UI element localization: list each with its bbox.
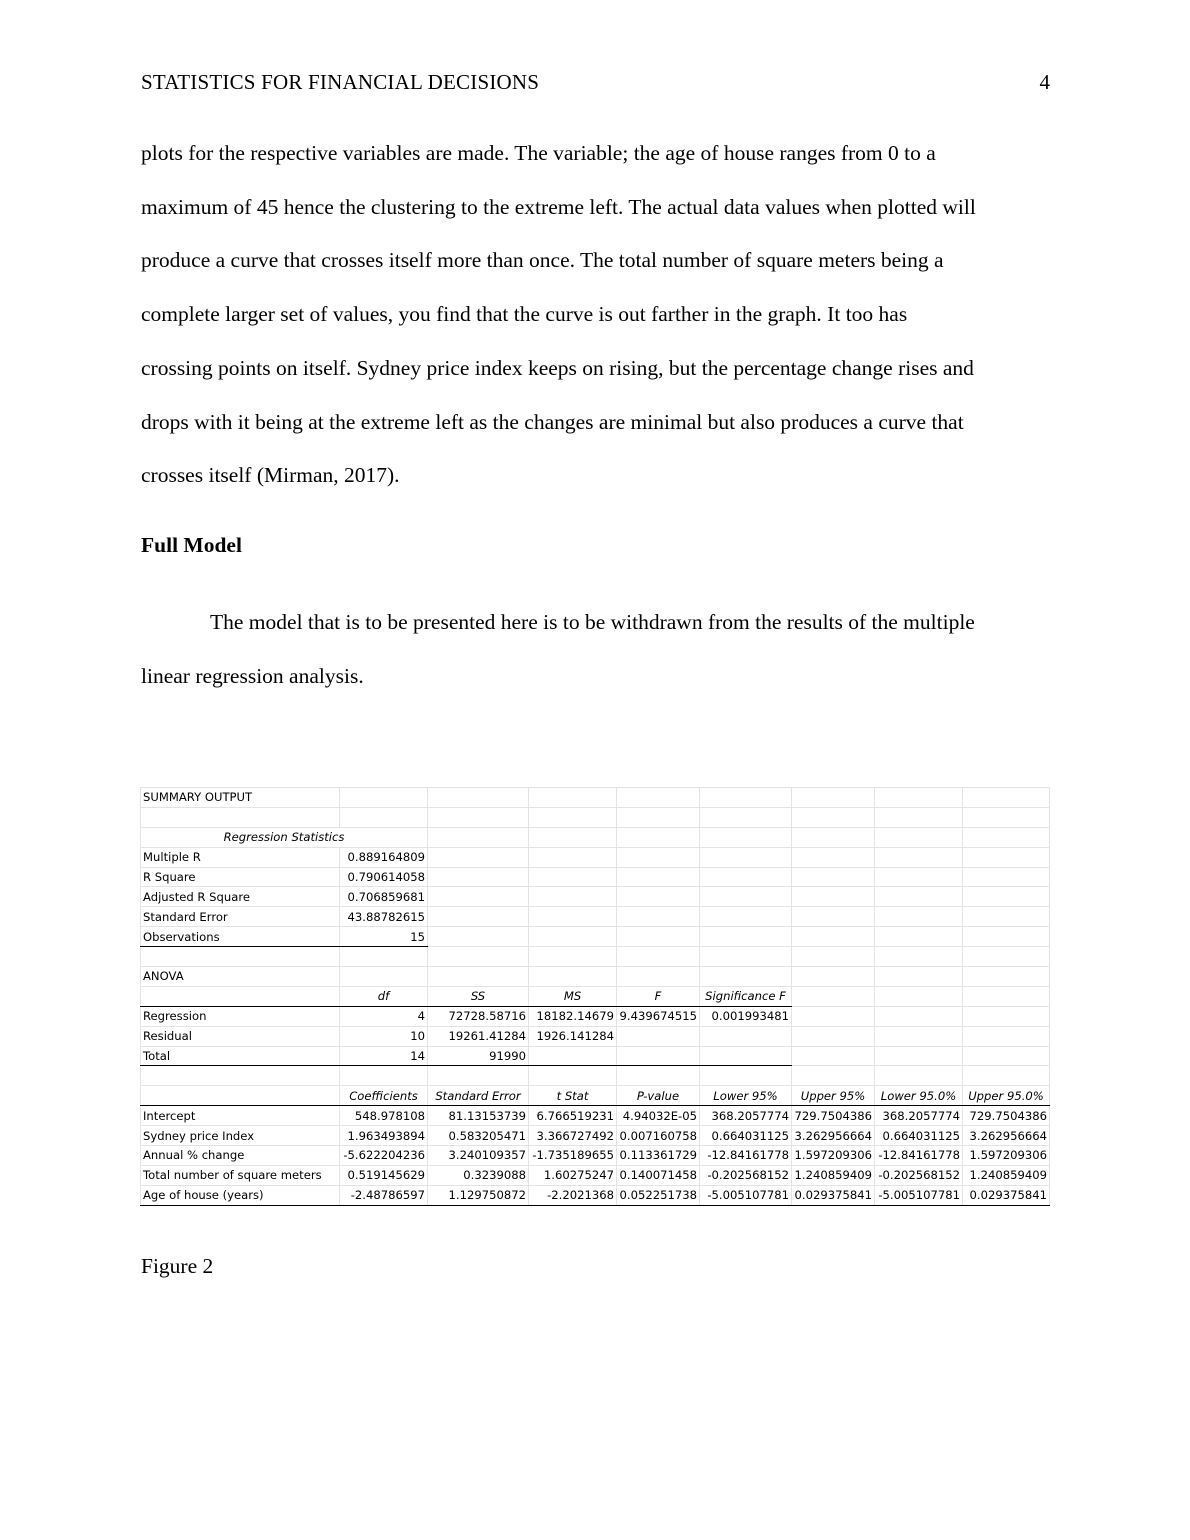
column-header: Coefficients bbox=[340, 1086, 428, 1106]
cell: -0.202568152 bbox=[700, 1165, 792, 1185]
cell: 0.052251738 bbox=[617, 1185, 700, 1205]
cell: 14 bbox=[340, 1046, 428, 1066]
cell: 3.366727492 bbox=[529, 1126, 617, 1146]
stat-value: 0.706859681 bbox=[340, 887, 428, 907]
cell: 0.140071458 bbox=[617, 1165, 700, 1185]
table-row bbox=[141, 1165, 1050, 1185]
cell bbox=[700, 1046, 792, 1066]
anova-header-row bbox=[141, 986, 1050, 1006]
cell: 729.7504386 bbox=[963, 1106, 1050, 1126]
cell: 19261.41284 bbox=[428, 1026, 529, 1046]
column-header: df bbox=[340, 986, 428, 1006]
cell: 3.262956664 bbox=[963, 1126, 1050, 1146]
cell: 91990 bbox=[428, 1046, 529, 1066]
column-header: Lower 95% bbox=[700, 1086, 792, 1106]
text-line: The model that is to be presented here is to be withdrawn from the results of the multiple bbox=[210, 610, 975, 634]
cell: 4.94032E-05 bbox=[617, 1106, 700, 1126]
table-row bbox=[141, 1026, 1050, 1046]
table-row bbox=[141, 907, 1050, 927]
cell: 1.129750872 bbox=[428, 1185, 529, 1205]
table-row bbox=[141, 1046, 1050, 1066]
cell: 0.007160758 bbox=[617, 1126, 700, 1146]
cell: -1.735189655 bbox=[529, 1146, 617, 1166]
text-line: maximum of 45 hence the clustering to the extreme left. The actual data values when plotted will bbox=[141, 194, 976, 219]
cell bbox=[529, 1046, 617, 1066]
column-header: Lower 95.0% bbox=[875, 1086, 963, 1106]
column-header: Upper 95.0% bbox=[963, 1086, 1050, 1106]
row-label: Regression bbox=[141, 1006, 340, 1026]
text-line: plots for the respective variables are made. The variable; the age of house ranges from 0 to a bbox=[141, 141, 936, 165]
cell: -12.84161778 bbox=[875, 1146, 963, 1166]
column-header: t Stat bbox=[529, 1086, 617, 1106]
stat-label: Multiple R bbox=[141, 847, 340, 867]
cell: 72728.58716 bbox=[428, 1006, 529, 1026]
column-header: Upper 95% bbox=[792, 1086, 875, 1106]
cell: 368.2057774 bbox=[700, 1106, 792, 1126]
cell: -12.84161778 bbox=[700, 1146, 792, 1166]
cell: 0.664031125 bbox=[875, 1126, 963, 1146]
cell: 0.3239088 bbox=[428, 1165, 529, 1185]
stat-label: Adjusted R Square bbox=[141, 887, 340, 907]
cell: 1.240859409 bbox=[792, 1165, 875, 1185]
stat-label: Standard Error bbox=[141, 907, 340, 927]
summary-title: SUMMARY OUTPUT bbox=[141, 788, 340, 808]
cell: -5.005107781 bbox=[875, 1185, 963, 1205]
cell: 368.2057774 bbox=[875, 1106, 963, 1126]
coefficients-header-row bbox=[141, 1086, 1050, 1106]
cell: 0.001993481 bbox=[700, 1006, 792, 1026]
cell: 0.664031125 bbox=[700, 1126, 792, 1146]
cell: 548.978108 bbox=[340, 1106, 428, 1126]
cell: 0.113361729 bbox=[617, 1146, 700, 1166]
regression-statistics-header: Regression Statistics bbox=[141, 827, 428, 847]
cell: -0.202568152 bbox=[875, 1165, 963, 1185]
text-line: linear regression analysis. bbox=[141, 663, 364, 688]
cell: 10 bbox=[340, 1026, 428, 1046]
cell: -5.622204236 bbox=[340, 1146, 428, 1166]
row-label: Sydney price Index bbox=[141, 1126, 340, 1146]
stat-value: 43.88782615 bbox=[340, 907, 428, 927]
column-header: Significance F bbox=[700, 986, 792, 1006]
cell: -2.2021368 bbox=[529, 1185, 617, 1205]
text-line: crossing points on itself. Sydney price index keeps on rising, but the percentage change rises and bbox=[141, 355, 974, 380]
row-label: Total bbox=[141, 1046, 340, 1066]
cell: 1926.141284 bbox=[529, 1026, 617, 1046]
row-label: Annual % change bbox=[141, 1146, 340, 1166]
stat-value: 0.889164809 bbox=[340, 847, 428, 867]
cell: 0.583205471 bbox=[428, 1126, 529, 1146]
cell bbox=[617, 1026, 700, 1046]
cell: 1.60275247 bbox=[529, 1165, 617, 1185]
cell: 0.029375841 bbox=[792, 1185, 875, 1205]
text-line: produce a curve that crosses itself more than once. The total number of square meters being a bbox=[141, 248, 944, 273]
section-heading: Full Model bbox=[141, 533, 242, 557]
table-row bbox=[141, 847, 1050, 867]
cell: 729.7504386 bbox=[792, 1106, 875, 1126]
row-label: Residual bbox=[141, 1026, 340, 1046]
table-row bbox=[141, 867, 1050, 887]
intro-paragraph bbox=[141, 127, 1053, 503]
cell: 1.597209306 bbox=[792, 1146, 875, 1166]
regression-summary-table bbox=[140, 787, 1050, 1206]
cell: 0.029375841 bbox=[963, 1185, 1050, 1205]
text-line: crosses itself (Mirman, 2017). bbox=[141, 463, 400, 488]
row-label: Age of house (years) bbox=[141, 1185, 340, 1205]
cell: -2.48786597 bbox=[340, 1185, 428, 1205]
cell: 9.439674515 bbox=[617, 1006, 700, 1026]
cell: 1.963493894 bbox=[340, 1126, 428, 1146]
table-row bbox=[141, 927, 1050, 947]
page-number: 4 bbox=[1039, 70, 1050, 94]
table-row bbox=[141, 1126, 1050, 1146]
column-header: MS bbox=[529, 986, 617, 1006]
cell: 0.519145629 bbox=[340, 1165, 428, 1185]
stat-value: 0.790614058 bbox=[340, 867, 428, 887]
cell: 1.597209306 bbox=[963, 1146, 1050, 1166]
cell bbox=[617, 1046, 700, 1066]
table-row bbox=[141, 1006, 1050, 1026]
table-row bbox=[141, 1106, 1050, 1126]
cell: 6.766519231 bbox=[529, 1106, 617, 1126]
model-paragraph bbox=[141, 596, 1053, 703]
cell: 3.240109357 bbox=[428, 1146, 529, 1166]
cell: -5.005107781 bbox=[700, 1185, 792, 1205]
stat-value: 15 bbox=[340, 927, 428, 947]
table-row bbox=[141, 887, 1050, 907]
text-line: complete larger set of values, you find that the curve is out farther in the graph. It too has bbox=[141, 302, 908, 327]
column-header: Standard Error bbox=[428, 1086, 529, 1106]
anova-title: ANOVA bbox=[141, 967, 340, 987]
row-label: Intercept bbox=[141, 1106, 340, 1126]
text-line: drops with it being at the extreme left as the changes are minimal but also produces a curve that bbox=[141, 409, 964, 434]
cell: 1.240859409 bbox=[963, 1165, 1050, 1185]
column-header: P-value bbox=[617, 1086, 700, 1106]
running-head: STATISTICS FOR FINANCIAL DECISIONS bbox=[141, 70, 540, 94]
stat-label: Observations bbox=[141, 927, 340, 947]
cell: 18182.14679 bbox=[529, 1006, 617, 1026]
table-row bbox=[141, 1185, 1050, 1205]
cell: 3.262956664 bbox=[792, 1126, 875, 1146]
column-header: SS bbox=[428, 986, 529, 1006]
figure-caption: Figure 2 bbox=[141, 1254, 214, 1278]
column-header: F bbox=[617, 986, 700, 1006]
stat-label: R Square bbox=[141, 867, 340, 887]
row-label: Total number of square meters bbox=[141, 1165, 340, 1185]
cell bbox=[700, 1026, 792, 1046]
cell: 4 bbox=[340, 1006, 428, 1026]
table-row bbox=[141, 1146, 1050, 1166]
page-header bbox=[141, 70, 1050, 100]
cell: 81.13153739 bbox=[428, 1106, 529, 1126]
